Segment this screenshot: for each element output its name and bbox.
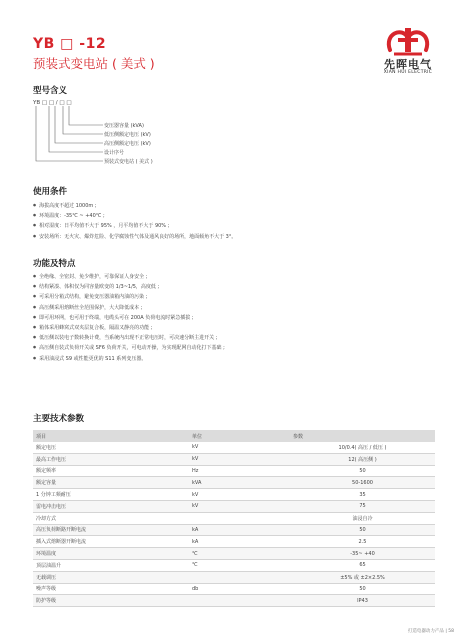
cell-item: 额定容量 [33,477,189,489]
table-row [33,524,435,536]
cell-item: 顶层油温升 [33,559,189,571]
product-name-title: 预装式变电站 ( 美式 ) [33,56,155,71]
product-model-title: YB □ -12 [33,36,107,52]
cell-item: 1 分钟工频耐压 [33,489,189,501]
cell-item: 最高工作电压 [33,453,189,465]
cell-unit: db [189,583,290,595]
model-bracket-lines [33,104,103,174]
cell-item: 额定电压 [33,442,189,453]
model-label-lv-voltage: 低压侧额定电压 (kV) [104,132,151,138]
conditions-section-title: 使用条件 [33,187,68,197]
list-item: ● 环境温度：-35℃ ~ +40℃ ; [33,210,236,220]
table-row [33,477,435,489]
model-label-type: 预装式变电站 ( 美式 ) [104,159,153,165]
params-section-title: 主要技术参数 [33,414,85,424]
cell-item: 雷电冲击电压 [33,500,189,512]
list-item: ● 即可用环网，也可用于终端，电缆头可在 200A 负荷电流时紧急插拔 ; [33,312,225,322]
cell-item: 无载调压 [33,571,189,583]
cell-value: 50 [290,583,435,595]
cell-item: 额定频率 [33,465,189,477]
list-item: ● 全绝缘、全密封、免少维护，可靠保证人身安全 ; [33,271,225,281]
column-header-value: 参数 [290,430,435,442]
cell-value: 10/0.4( 高压 / 低压 ) [290,442,435,453]
table-row [33,536,435,548]
table-row [33,500,435,512]
cell-value: 2.5 [290,536,435,548]
cell-value: 75 [290,500,435,512]
cell-value: -35~ +40 [290,548,435,560]
cell-value: 油浸自冷 [290,512,435,524]
logo-cn-name: 先晖电气 [384,58,432,71]
cell-item: 插入式熔断器开断电流 [33,536,189,548]
list-item: ● 可采用分箱式结构，避免变压器油箱内油的污染 ; [33,291,225,301]
cell-unit: kV [189,442,290,453]
table-row [33,595,435,607]
cell-unit: kV [189,500,290,512]
model-label-design-no: 设计序号 [104,150,125,156]
list-item: ● 高压侧采用熔断丝全范围保护，大大降低成本 ; [33,302,225,312]
logo-en-name: XIAN HUI ELECTRIC [383,70,433,75]
model-section-title: 型号含义 [33,86,68,96]
page-footer: 打造电器动力产品 | 58 [407,629,454,634]
cell-unit: kA [189,524,290,536]
cell-value: 65 [290,559,435,571]
features-list [33,271,225,363]
cell-unit: Hz [189,465,290,477]
model-code: YB □ □ / □ □ [33,100,72,106]
list-item: ● 海拔高度不超过 1000m ; [33,200,236,210]
column-header-item: 项目 [33,430,189,442]
table-row [33,465,435,477]
cell-unit: kV [189,489,290,501]
cell-unit: kV [189,453,290,465]
cell-value: 12( 高压侧 ) [290,453,435,465]
table-header-row [33,430,435,442]
list-item: ● 相对湿度：日平均值不大于 95% ，月平均值不大于 90% ; [33,220,236,230]
params-table [33,430,435,607]
cell-item: 环境温度 [33,548,189,560]
table-row [33,583,435,595]
table-row [33,489,435,501]
cell-value: ±5% 或 ±2×2.5% [290,571,435,583]
list-item: ● 结构紧凑、体积仅为同容量欧变的 1/3~1/5，高度低 ; [33,281,225,291]
list-item: ● 高压侧自装式负荷开关或 SF6 负荷开关，可电动开操，为实现配网自动化打下基础 ; [33,342,225,352]
model-label-hv-voltage: 高压侧额定电压 (kV) [104,141,151,147]
table-row [33,548,435,560]
conditions-list [33,200,236,241]
cell-item: 噪声等级 [33,583,189,595]
features-section-title: 功能及特点 [33,259,76,269]
cell-item: 高压负荷断路开断电流 [33,524,189,536]
list-item: ● 采用油浸式 S9 或性能更优的 S11 系列变压器。 [33,353,225,363]
table-row [33,571,435,583]
logo-mark-icon [389,28,427,54]
cell-unit: ℃ [189,548,290,560]
cell-value: 35 [290,489,435,501]
cell-value: 50 [290,465,435,477]
cell-unit [189,595,290,607]
cell-unit: kVA [189,477,290,489]
cell-unit: ℃ [189,559,290,571]
cell-unit [189,512,290,524]
table-row [33,453,435,465]
list-item: ● 安装场所：无火灾、爆炸危险、化学腐蚀性气体及通风良好的场所，地面倾角不大于 3°。 [33,231,236,241]
table-row [33,442,435,453]
table-row [33,559,435,571]
cell-unit [189,571,290,583]
list-item: ● 箱体采用蜂窝式双夹层复合板，隔温又静亮的功能 ; [33,322,225,332]
table-row [33,512,435,524]
cell-item: 防护等级 [33,595,189,607]
column-header-unit: 单位 [189,430,290,442]
list-item: ● 低压侧以装电子数转换计费，当系统内出现不正常电压时，可决速分断主进开关 ; [33,332,225,342]
cell-value: IP43 [290,595,435,607]
cell-unit: kA [189,536,290,548]
cell-value: 50 [290,524,435,536]
model-label-capacity: 变压器容量 (kVA) [104,123,144,129]
cell-value: 50-1600 [290,477,435,489]
cell-item: 冷却方式 [33,512,189,524]
